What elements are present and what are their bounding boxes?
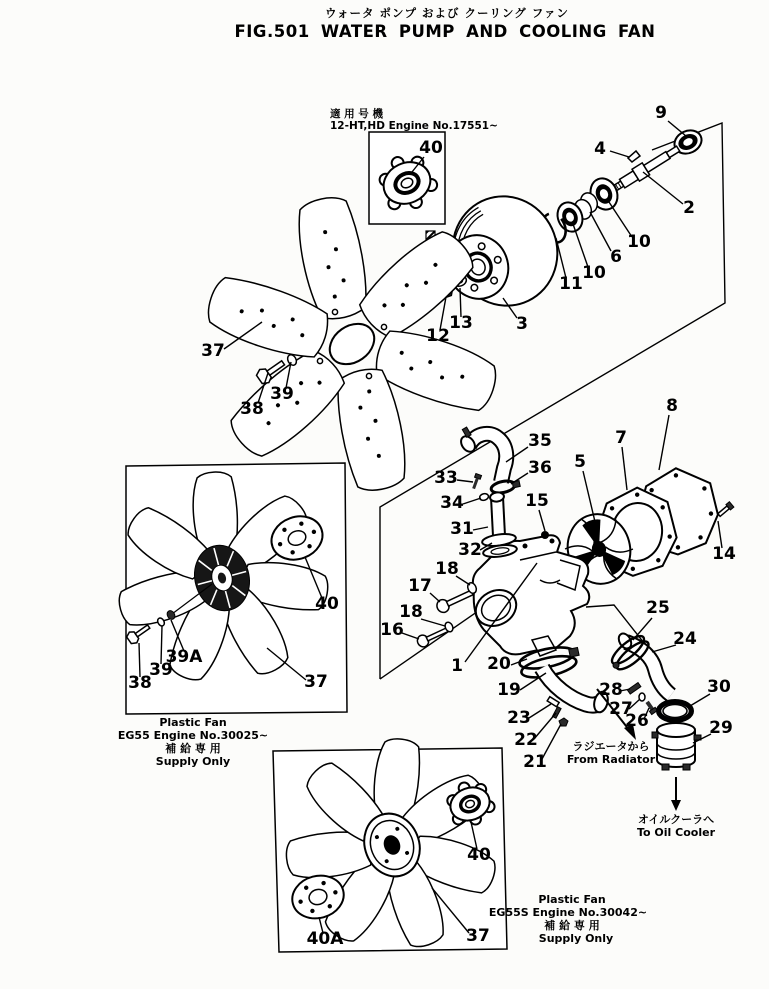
leader-line-23 bbox=[529, 704, 551, 718]
leader-line-16 bbox=[402, 633, 419, 639]
oil-cooler-connector-29 bbox=[652, 723, 701, 770]
page-title: FIG.501 WATER PUMP AND COOLING FAN bbox=[234, 22, 656, 41]
part-label-15: 15 bbox=[525, 491, 549, 511]
part-label-16: 16 bbox=[380, 620, 404, 640]
leader-line-6 bbox=[590, 212, 611, 251]
part-label-24: 24 bbox=[673, 629, 697, 649]
leader-line-8 bbox=[659, 415, 669, 470]
ring-clamp-30 bbox=[657, 700, 693, 722]
leader-line-18 bbox=[421, 619, 445, 626]
part-label-37: 37 bbox=[304, 672, 328, 692]
inlet-hose-35 bbox=[458, 427, 521, 495]
leader-line-9 bbox=[668, 121, 686, 136]
part-label-17: 17 bbox=[408, 576, 432, 596]
left-caption-line2: EG55 Engine No.30025~ bbox=[117, 729, 269, 742]
to-oil-cooler-annotation bbox=[637, 777, 716, 839]
to-oil-cooler-arrow-icon bbox=[671, 800, 681, 811]
part-label-20: 20 bbox=[487, 654, 511, 674]
part-label-30: 30 bbox=[707, 677, 731, 697]
part-label-5: 5 bbox=[574, 452, 586, 472]
part-label-32: 32 bbox=[458, 540, 482, 560]
part-label-18: 18 bbox=[399, 602, 423, 622]
shaft-assembly bbox=[538, 126, 705, 246]
leader-line-2 bbox=[643, 172, 683, 204]
from-radiator-label-en: From Radiator bbox=[566, 753, 656, 766]
leader-line-33 bbox=[457, 480, 473, 482]
left-caption-line4: Supply Only bbox=[155, 755, 231, 768]
part-label-11: 11 bbox=[559, 274, 583, 294]
part-label-7: 7 bbox=[615, 428, 627, 448]
part-label-8: 8 bbox=[666, 396, 678, 416]
leader-line-7 bbox=[622, 447, 627, 490]
part-label-28: 28 bbox=[599, 680, 623, 700]
part-label-36: 36 bbox=[528, 458, 552, 478]
leader-line-15 bbox=[539, 510, 545, 531]
bottom-caption-line2: EG55S Engine No.30042~ bbox=[488, 906, 648, 919]
bottom-inset-box bbox=[273, 737, 647, 952]
part-label-40A: 40A bbox=[306, 929, 344, 949]
part-label-26: 26 bbox=[625, 711, 649, 731]
to-oil-cooler-label-jp: オイルクーラへ bbox=[637, 813, 715, 826]
part-label-10: 10 bbox=[582, 263, 606, 283]
leader-line-34 bbox=[463, 498, 481, 504]
shaft-key-4 bbox=[628, 151, 640, 162]
cover-bolt-14 bbox=[717, 502, 734, 518]
part-label-37: 37 bbox=[201, 341, 225, 361]
clamp-band-28 bbox=[627, 683, 641, 695]
top-note-japanese: 適 用 号 機 bbox=[330, 108, 383, 120]
to-oil-cooler-label-en: To Oil Cooler bbox=[637, 826, 715, 839]
part-label-1: 1 bbox=[451, 656, 463, 676]
part-label-3: 3 bbox=[516, 314, 528, 334]
part-label-40: 40 bbox=[315, 594, 339, 614]
part-label-29: 29 bbox=[709, 718, 733, 738]
leader-line-38 bbox=[139, 643, 140, 677]
part-label-23: 23 bbox=[507, 708, 531, 728]
part-label-33: 33 bbox=[434, 468, 458, 488]
part-label-39: 39 bbox=[270, 384, 294, 404]
bottom-caption-line1: Plastic Fan bbox=[538, 893, 606, 906]
pump-shaft-2 bbox=[608, 143, 682, 196]
part-label-9: 9 bbox=[655, 103, 667, 123]
part-label-40: 40 bbox=[419, 138, 443, 158]
part-label-2: 2 bbox=[683, 198, 695, 218]
part-label-6: 6 bbox=[610, 247, 622, 267]
leader-line-10 bbox=[573, 224, 588, 267]
part-label-4: 4 bbox=[594, 139, 606, 159]
top-note-engine: 12-HT,HD Engine No.17551~ bbox=[330, 120, 498, 132]
part-label-27: 27 bbox=[609, 699, 633, 719]
washer-34 bbox=[479, 493, 489, 502]
part-label-22: 22 bbox=[514, 730, 538, 750]
leader-line-39 bbox=[161, 626, 162, 664]
part-label-19: 19 bbox=[497, 680, 521, 700]
part-label-40: 40 bbox=[467, 845, 491, 865]
bottom-caption-line3: 補 給 専 用 bbox=[544, 919, 600, 932]
from-radiator-label-jp: ラジエータから bbox=[572, 740, 650, 753]
part-label-25: 25 bbox=[646, 598, 670, 618]
part-label-38: 38 bbox=[240, 399, 264, 419]
part-label-37: 37 bbox=[466, 926, 490, 946]
part-label-39A: 39A bbox=[165, 647, 203, 667]
part-label-31: 31 bbox=[450, 519, 474, 539]
part-label-13: 13 bbox=[449, 313, 473, 333]
left-caption-line3: 補 給 専 用 bbox=[165, 742, 221, 755]
part-label-18: 18 bbox=[435, 559, 459, 579]
leader-line-4 bbox=[610, 151, 629, 157]
bottom-caption-line4: Supply Only bbox=[538, 932, 614, 945]
part-label-14: 14 bbox=[712, 544, 736, 564]
part-label-35: 35 bbox=[528, 431, 552, 451]
part-label-39: 39 bbox=[149, 660, 173, 680]
part-label-21: 21 bbox=[523, 752, 547, 772]
part-label-34: 34 bbox=[440, 493, 464, 513]
page-title-japanese: ウォータ ポンプ および クーリング ファン bbox=[324, 6, 570, 20]
leader-line-31 bbox=[473, 527, 488, 530]
plug-15 bbox=[541, 531, 549, 539]
part-label-38: 38 bbox=[128, 673, 152, 693]
left-caption-line1: Plastic Fan bbox=[159, 716, 227, 729]
part-label-10: 10 bbox=[627, 232, 651, 252]
part-label-12: 12 bbox=[426, 326, 450, 346]
left-inset-box bbox=[114, 463, 347, 768]
